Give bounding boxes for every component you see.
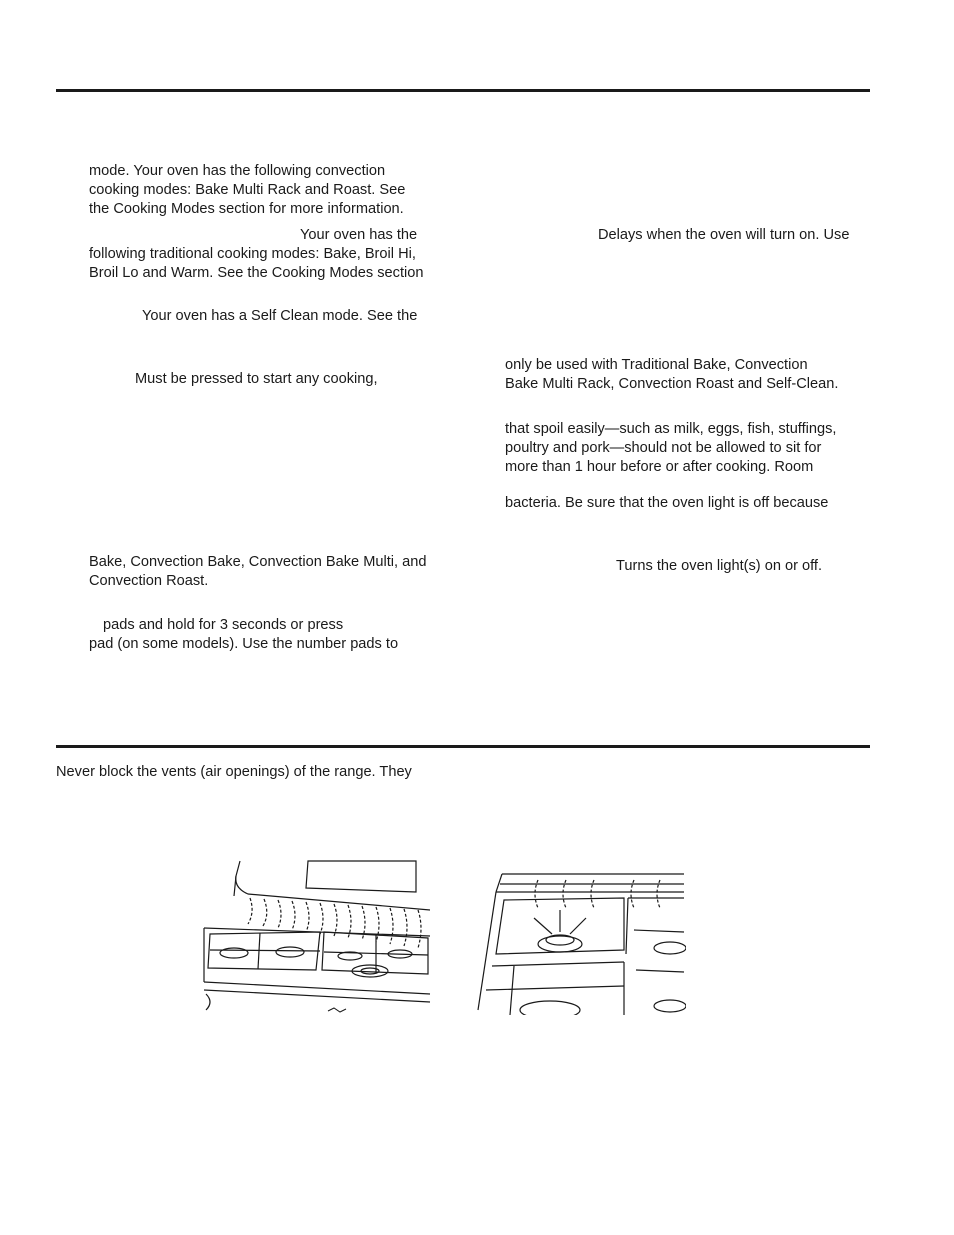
convection-line-2: cooking modes: Bake Multi Rack and Roast. See xyxy=(89,182,406,198)
used-with-line-2: Bake Multi Rack, Convection Roast and Self-Clean. xyxy=(505,376,839,392)
start-text: Must be pressed to start any cooking, xyxy=(135,371,378,387)
used-with-line-1: only be used with Traditional Bake, Convection xyxy=(505,357,808,373)
traditional-line-1: Your oven has the xyxy=(300,227,418,243)
self-clean-text: Your oven has a Self Clean mode. See the xyxy=(142,308,418,324)
bacteria-text: bacteria. Be sure that the oven light is off because xyxy=(505,495,829,511)
top-rule xyxy=(56,89,870,92)
modes-line-1: Bake, Convection Bake, Convection Bake Multi, and xyxy=(89,554,427,570)
convection-line-1: mode. Your oven has the following convection xyxy=(89,163,386,179)
delay-text: Delays when the oven will turn on. Use xyxy=(598,227,850,243)
pads-line-1: pads and hold for 3 seconds or press xyxy=(103,617,344,633)
pads-line-2: pad (on some models). Use the number pads to xyxy=(89,636,399,652)
vents-text: Never block the vents (air openings) of the range. They xyxy=(56,764,412,780)
traditional-line-3: Broil Lo and Warm. See the Cooking Modes section xyxy=(89,265,424,281)
section-rule xyxy=(56,745,870,748)
cooktop-vents-illustration xyxy=(474,870,686,1015)
food-safety-line-1: that spoil easily—such as milk, eggs, fish, stuffings, xyxy=(505,421,837,437)
oven-light-text: Turns the oven light(s) on or off. xyxy=(616,558,823,574)
food-safety-line-3: more than 1 hour before or after cooking. Room xyxy=(505,459,814,475)
food-safety-line-2: poultry and pork—should not be allowed to sit for xyxy=(505,440,822,456)
convection-line-3: the Cooking Modes section for more information. xyxy=(89,201,404,217)
traditional-line-2: following traditional cooking modes: Bake, Broil Hi, xyxy=(89,246,416,262)
range-vents-illustration xyxy=(200,858,432,1015)
modes-line-2: Convection Roast. xyxy=(89,573,209,589)
